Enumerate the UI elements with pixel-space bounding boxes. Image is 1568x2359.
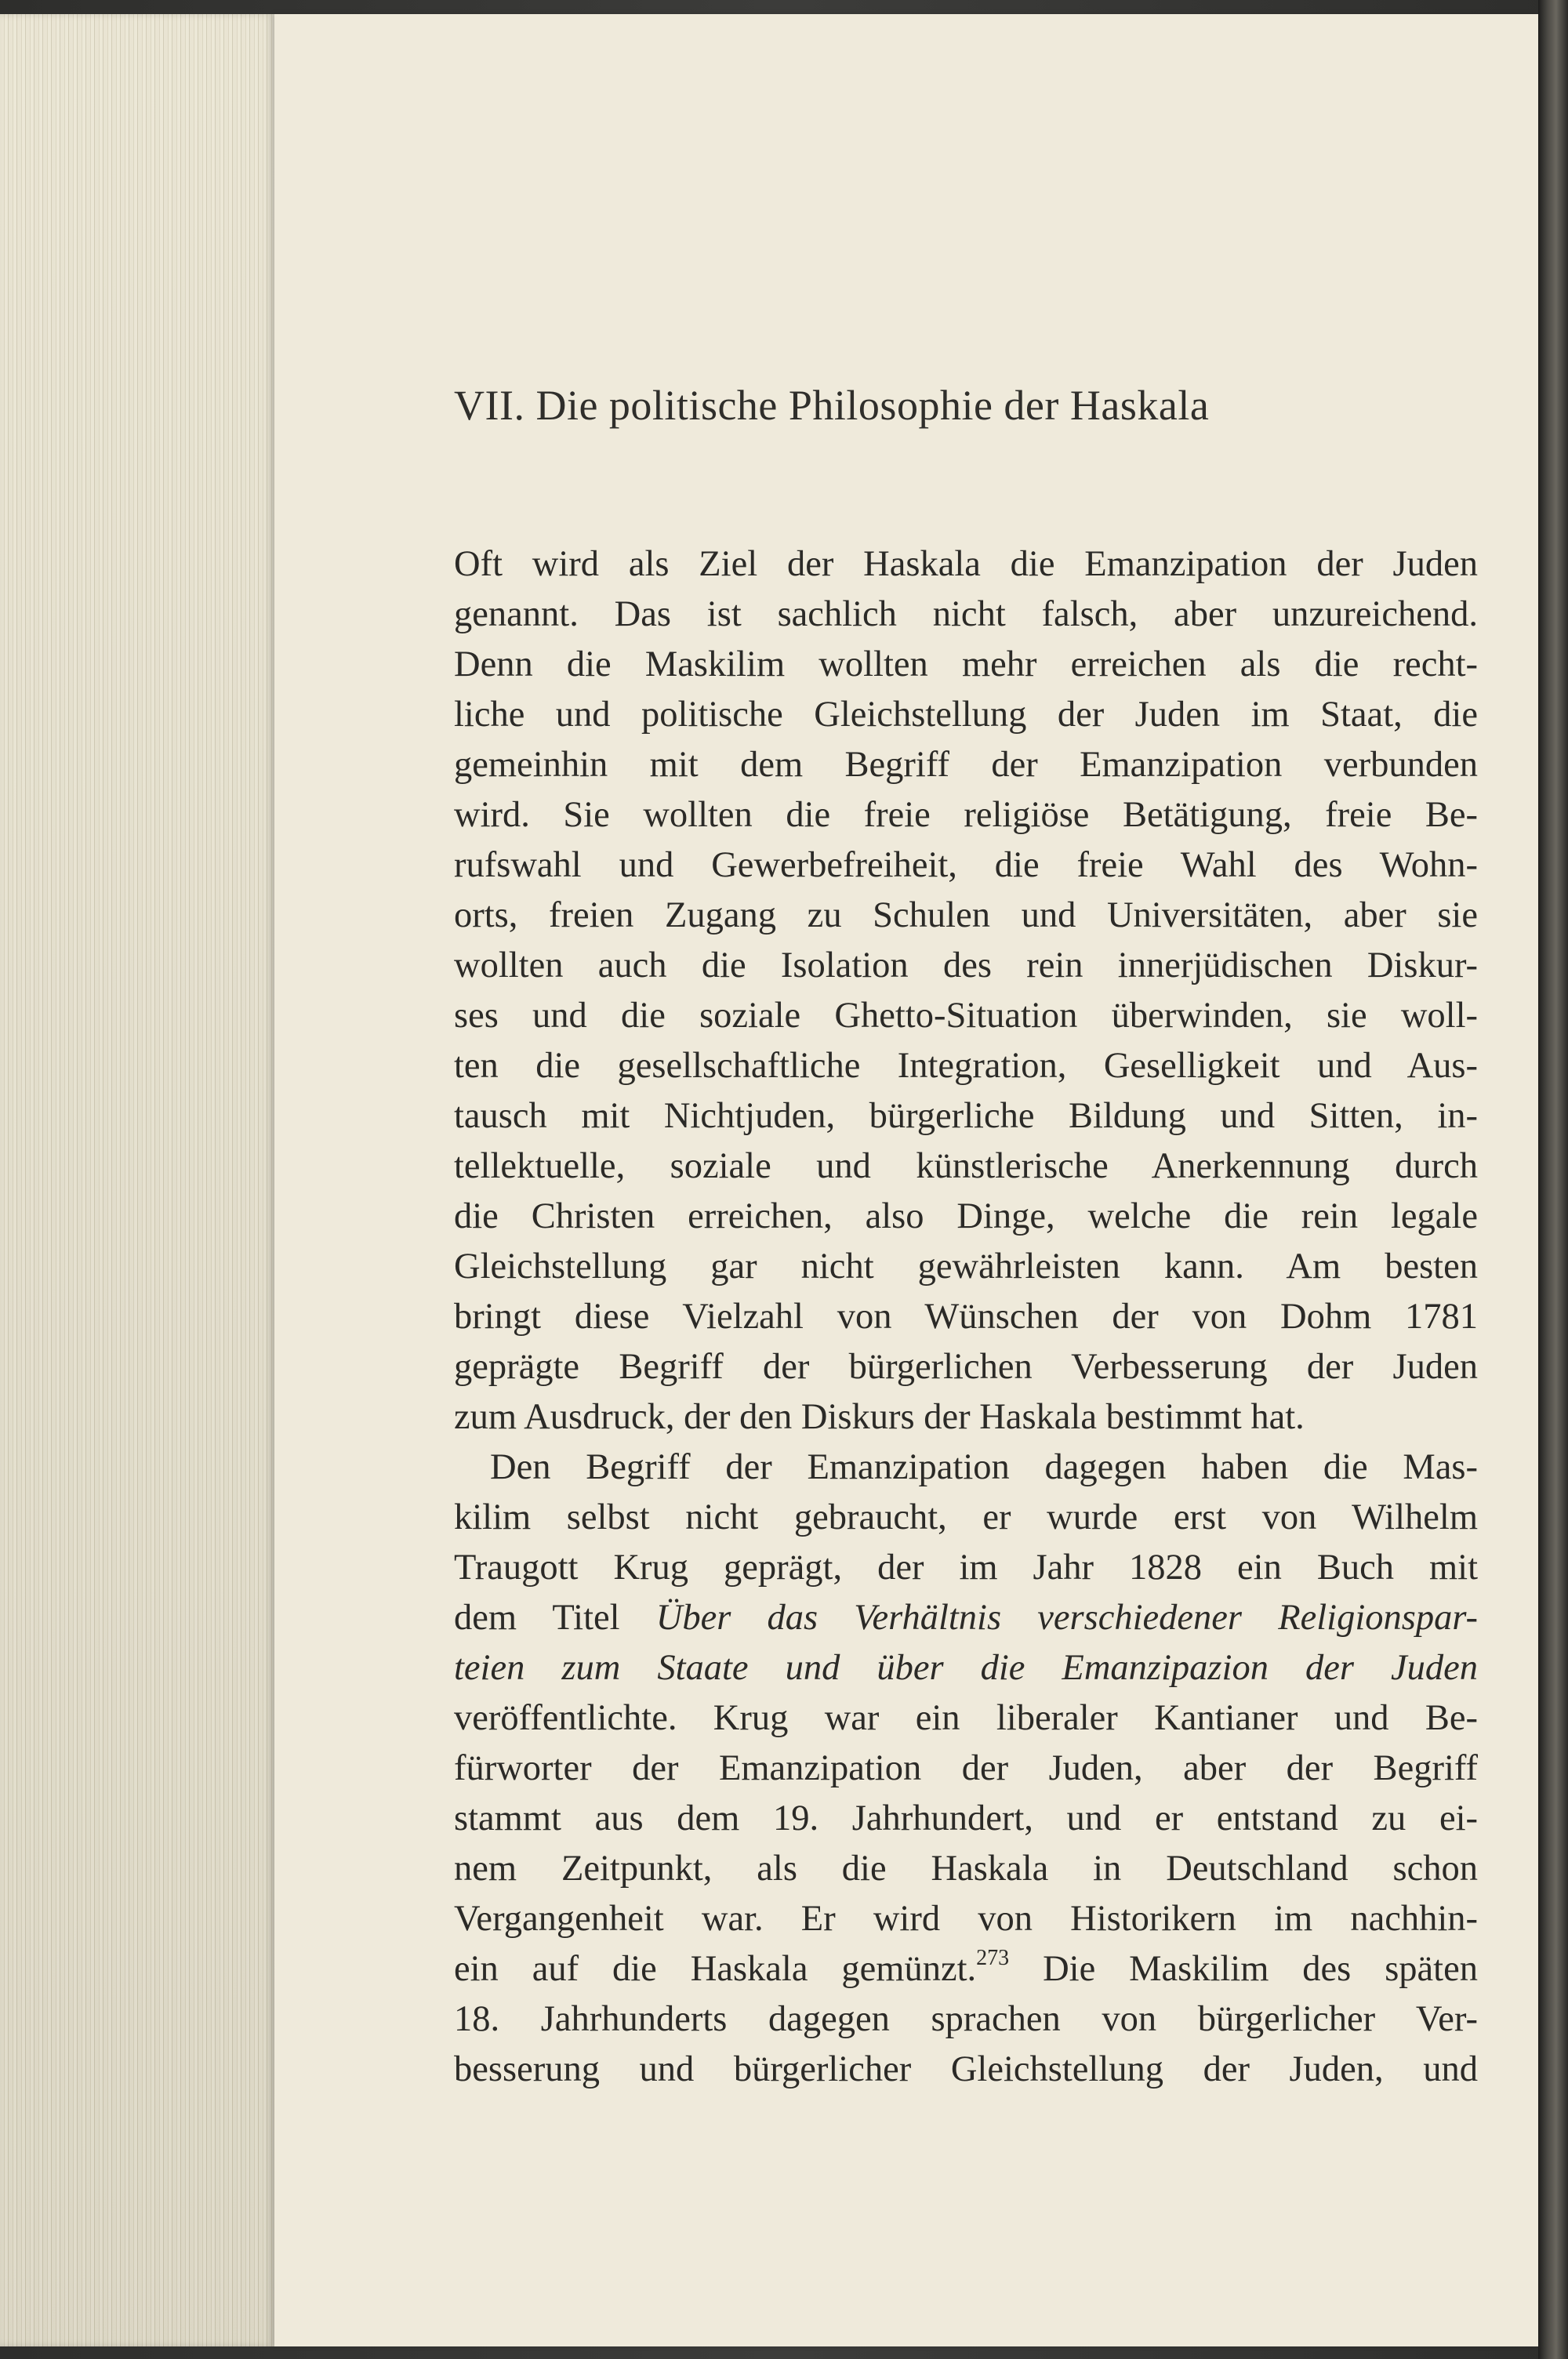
text-run: dem Titel <box>454 1598 656 1638</box>
book-title-italic-line: teien zum Staate und über die Emanzipazion der Juden <box>454 1648 1478 1688</box>
chapter-title: VII. Die politische Philosophie der Haskala <box>454 382 1210 429</box>
text-line: veröffentlichte. Krug war ein liberaler Kantianer und Be- <box>454 1698 1478 1738</box>
text-line: liche und politische Gleichstellung der Juden im Staat, die <box>454 695 1478 735</box>
text-line: genannt. Das ist sachlich nicht falsch, aber unzureichend. <box>454 594 1478 634</box>
text-line: Traugott Krug geprägt, der im Jahr 1828 ein Buch mit <box>454 1548 1478 1588</box>
text-line: besserung und bürgerlicher Gleichstellung der Juden, und <box>454 2049 1478 2089</box>
text-line: ses und die soziale Ghetto-Situation überwinden, sie woll- <box>454 996 1478 1036</box>
text-run: ein auf die Haskala gemünzt. <box>454 1949 977 1989</box>
text-line: wird. Sie wollten die freie religiöse Betätigung, freie Be- <box>454 795 1478 835</box>
text-line: kilim selbst nicht gebraucht, er wurde erst von Wilhelm <box>454 1497 1478 1537</box>
text-line: ten die gesellschaftliche Integration, Geselligkeit und Aus- <box>454 1046 1478 1086</box>
text-line: Den Begriff der Emanzipation dagegen haben die Mas- <box>490 1447 1478 1487</box>
book-spine <box>1538 0 1568 2359</box>
text-line: geprägte Begriff der bürgerlichen Verbesserung der Juden <box>454 1347 1478 1387</box>
page-edge-stack <box>0 14 274 2346</box>
paragraph-2 <box>454 1443 1478 2095</box>
text-line <box>454 1944 1478 1994</box>
text-line: tausch mit Nichtjuden, bürgerliche Bildung und Sitten, in- <box>454 1096 1478 1136</box>
text-run: Die Maskilim des späten <box>1009 1949 1478 1989</box>
text-line: die Christen erreichen, also Dinge, welche die rein legale <box>454 1196 1478 1236</box>
body-text <box>454 539 1478 2095</box>
footnote-marker: 273 <box>976 1946 1010 1970</box>
text-line: tellektuelle, soziale und künstlerische Anerkennung durch <box>454 1146 1478 1186</box>
text-line: Denn die Maskilim wollten mehr erreichen als die recht- <box>454 644 1478 684</box>
text-line: wollten auch die Isolation des rein innerjüdischen Diskur- <box>454 945 1478 985</box>
text-line: Vergangenheit war. Er wird von Historikern im nachhin- <box>454 1899 1478 1939</box>
text-line: orts, freien Zugang zu Schulen und Universitäten, aber sie <box>454 895 1478 935</box>
text-line: Gleichstellung gar nicht gewährleisten kann. Am besten <box>454 1247 1478 1287</box>
text-line: gemeinhin mit dem Begriff der Emanzipation verbunden <box>454 745 1478 785</box>
text-line: fürworter der Emanzipation der Juden, aber der Begriff <box>454 1748 1478 1788</box>
text-line: nem Zeitpunkt, als die Haskala in Deutschland schon <box>454 1849 1478 1889</box>
text-line <box>454 1593 1478 1643</box>
text-line: stammt aus dem 19. Jahrhundert, und er entstand zu ei- <box>454 1798 1478 1838</box>
text-line: rufswahl und Gewerbefreiheit, die freie Wahl des Wohn- <box>454 845 1478 885</box>
text-line: Oft wird als Ziel der Haskala die Emanzipation der Juden <box>454 544 1478 584</box>
text-line: zum Ausdruck, der den Diskurs der Haskala bestimmt hat. <box>454 1397 1305 1437</box>
text-line: 18. Jahrhunderts dagegen sprachen von bürgerlicher Ver- <box>454 1999 1478 2039</box>
paragraph-1 <box>454 539 1478 1443</box>
page-text <box>454 378 1478 2095</box>
book-title-italic: Über das Verhältnis verschiedener Religionspar- <box>655 1598 1479 1638</box>
text-line: bringt diese Vielzahl von Wünschen der von Dohm 1781 <box>454 1297 1478 1337</box>
